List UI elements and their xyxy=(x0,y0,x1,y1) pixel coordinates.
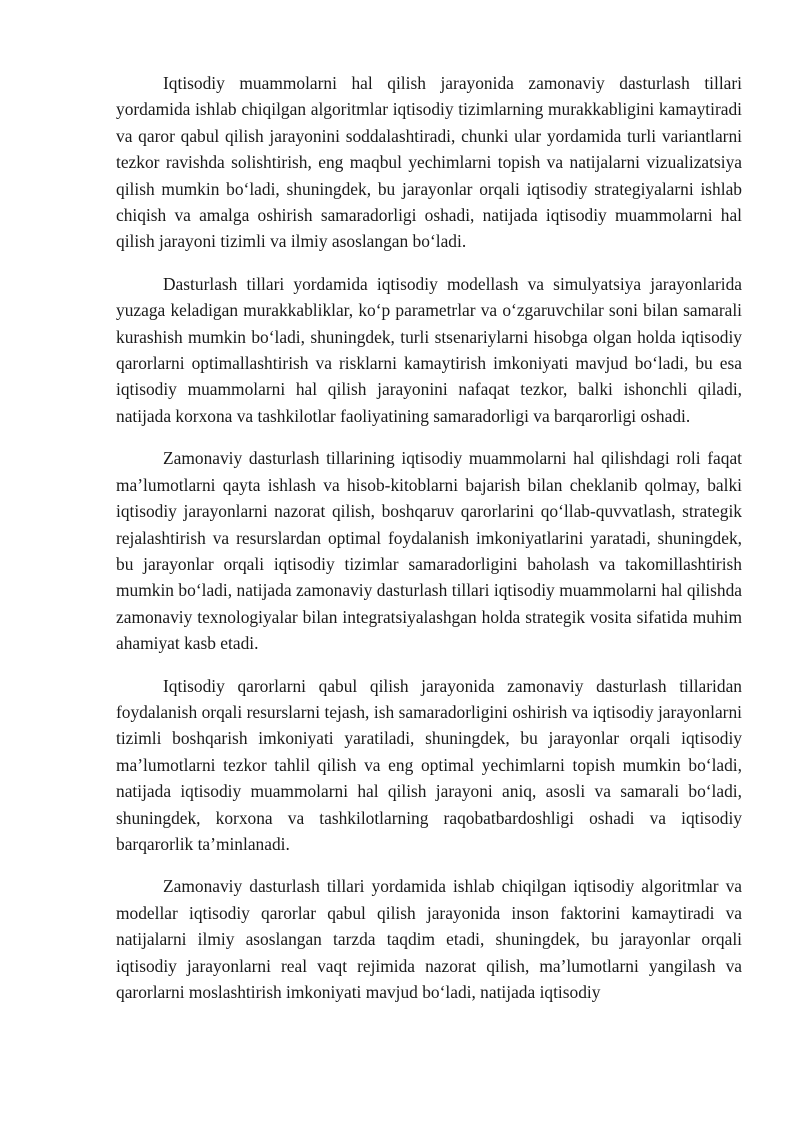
paragraph-3: Zamonaviy dasturlash tillarining iqtisodiy muammolarni hal qilishdagi roli faqat ma’lumotlarni qayta ishlash va hisob-kitoblarni bajarish bilan cheklanib qolmay, balki iqtisodiy jarayonlarni nazorat qilish, boshqaruv qarorlarini qo‘llab-quvvatlash, strategik rejalashtirish va resurslardan optimal foydalanish imkoniyatlarini yaratadi, shuningdek, bu jarayonlar orqali iqtisodiy tizimlar samaradorligini baholash va takomillashtirish mumkin bo‘ladi, natijada zamonaviy dasturlash tillari iqtisodiy muammolarni hal qilishda zamonaviy texnologiyalar bilan integratsiyalashgan holda strategik vosita sifatida muhim ahamiyat kasb etadi. xyxy=(116,448,742,654)
paragraph-5: Zamonaviy dasturlash tillari yordamida ishlab chiqilgan iqtisodiy algoritmlar va modellar iqtisodiy qarorlar qabul qilish jarayonida inson faktorini kamaytiradi va natijalarni ilmiy asoslangan tarzda taqdim etadi, shuningdek, bu jarayonlar orqali iqtisodiy jarayonlarni real vaqt rejimida nazorat qilish, ma’lumotlarni yangilash va qarorlarni moslashtirish imkoniyati mavjud bo‘ladi, natijada iqtisodiy xyxy=(116,876,742,1002)
paragraph-4: Iqtisodiy qarorlarni qabul qilish jarayonida zamonaviy dasturlash tillaridan foydalanish orqali resurslarni tejash, ish samaradorligini oshirish va iqtisodiy jarayonlarni tizimli boshqarish imkoniyati yaratiladi, shuningdek, bu jarayonlar orqali iqtisodiy ma’lumotlarni tezkor tahlil qilish va eng optimal yechimlarni topish mumkin bo‘ladi, natijada iqtisodiy muammolarni hal qilish jarayoni aniq, asosli va samarali bo‘ladi, shuningdek, korxona va tashkilotlarning raqobatbardoshligi oshadi va iqtisodiy barqarorlik ta’minlanadi. xyxy=(116,675,742,854)
paragraph-2: Dasturlash tillari yordamida iqtisodiy modellash va simulyatsiya jarayonlarida yuzaga keladigan murakkabliklar, ko‘p parametrlar va o‘zgaruvchilar soni bilan samarali kurashish mumkin bo‘ladi, shuningdek, turli stsenariylarni hisobga olgan holda iqtisodiy qarorlarni optimallashtirish va risklarni kamaytirish imkoniyati mavjud bo‘ladi, bu esa iqtisodiy muammolarni hal qilish jarayonini nafaqat tezkor, balki ishonchli qiladi, natijada korxona va tashkilotlar faoliyatining samaradorligi va barqarorligi oshadi. xyxy=(116,273,742,426)
paragraph-1: Iqtisodiy muammolarni hal qilish jarayonida zamonaviy dasturlash tillari yordamida ishlab chiqilgan algoritmlar iqtisodiy tizimlarning murakkabligini kamaytiradi va qaror qabul qilish jarayonini soddalashtiradi, chunki ular yordamida turli variantlarni tezkor ravishda solishtirish, eng maqbul yechimlarni topish va natijalarni vizualizatsiya qilish mumkin bo‘ladi, shuningdek, bu jarayonlar orqali iqtisodiy strategiyalarni ishlab chiqish va amalga oshirish samaradorligi oshadi, natijada iqtisodiy muammolarni hal qilish jarayoni tizimli va ilmiy asoslangan bo‘ladi. xyxy=(116,73,742,252)
document-page xyxy=(116,70,742,1021)
